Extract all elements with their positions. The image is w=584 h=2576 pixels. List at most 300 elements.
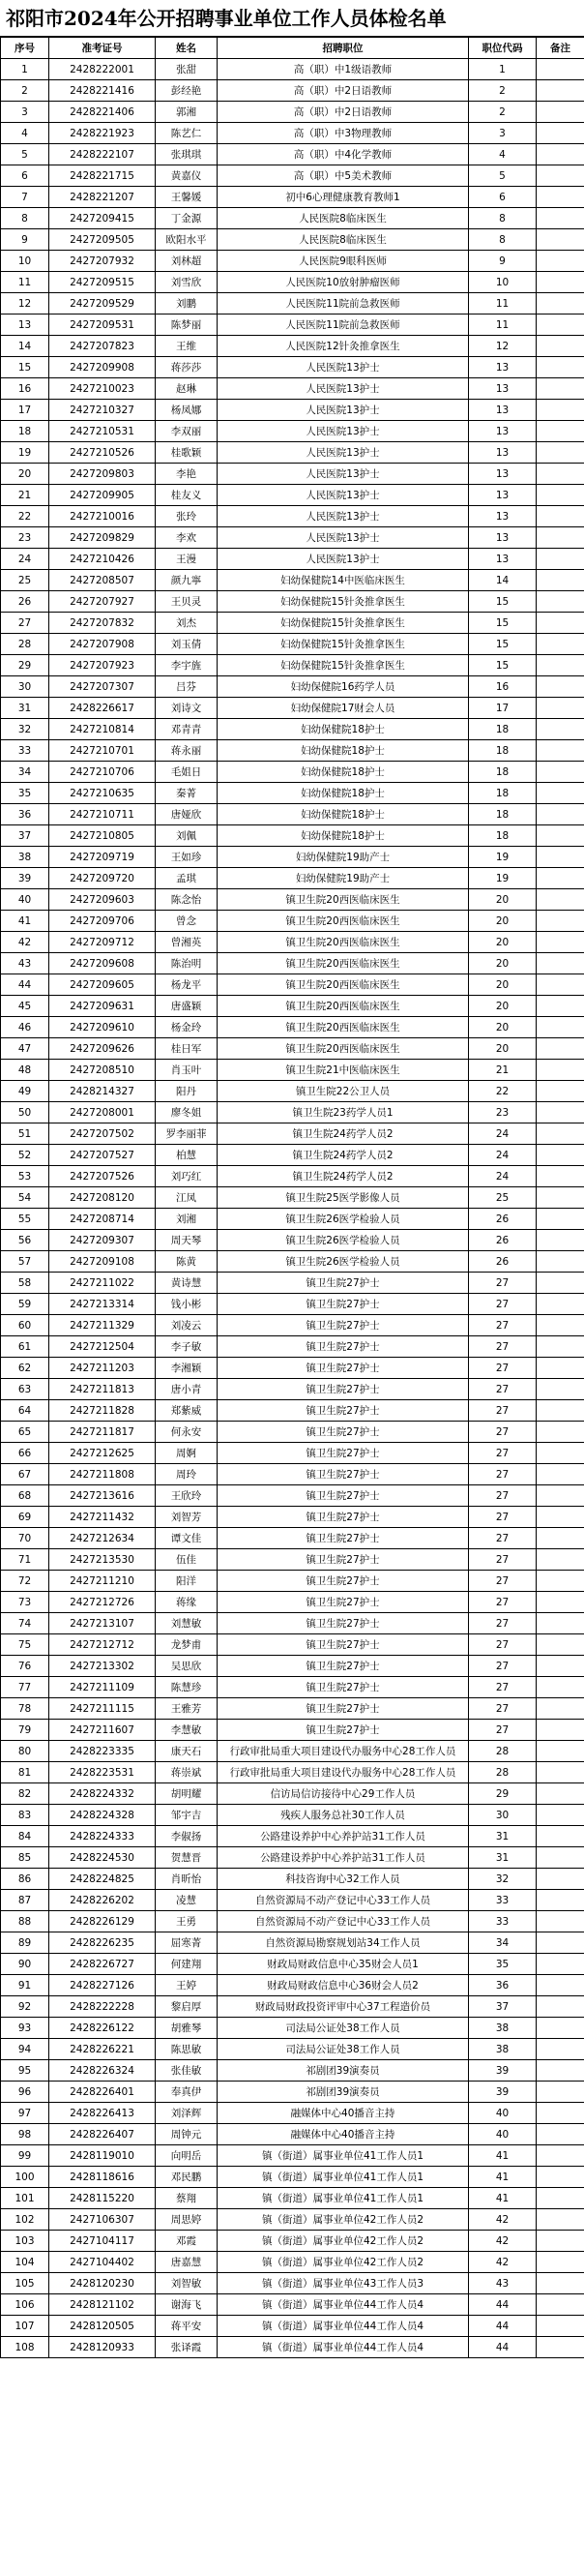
table-row xyxy=(1,1060,584,1081)
cell-position-code: 13 xyxy=(469,378,537,400)
table-row xyxy=(1,165,584,187)
table-row xyxy=(1,272,584,293)
table-row xyxy=(1,123,584,144)
cell-index: 31 xyxy=(1,698,49,719)
cell-position: 镇卫生院27护士 xyxy=(218,1528,469,1549)
cell-remarks xyxy=(537,1358,584,1379)
cell-remarks xyxy=(537,1273,584,1294)
cell-exam-id: 2428226202 xyxy=(49,1890,156,1911)
cell-name: 桂歌颖 xyxy=(156,442,218,464)
cell-remarks xyxy=(537,485,584,506)
table-row xyxy=(1,932,584,953)
cell-position: 融媒体中心40播音主持 xyxy=(218,2124,469,2145)
table-row xyxy=(1,698,584,719)
cell-position: 镇卫生院27护士 xyxy=(218,1273,469,1294)
cell-position-code: 33 xyxy=(469,1911,537,1932)
table-row xyxy=(1,1273,584,1294)
cell-index: 8 xyxy=(1,208,49,229)
cell-name: 张玲 xyxy=(156,506,218,527)
table-row xyxy=(1,2252,584,2273)
cell-position: 镇卫生院20西医临床医生 xyxy=(218,932,469,953)
table-row xyxy=(1,1592,584,1613)
cell-index: 94 xyxy=(1,2039,49,2060)
cell-position: 人民医院13护士 xyxy=(218,400,469,421)
cell-name: 罗李丽菲 xyxy=(156,1123,218,1145)
cell-remarks xyxy=(537,2103,584,2124)
cell-name: 李湘颖 xyxy=(156,1358,218,1379)
cell-name: 王勇 xyxy=(156,1911,218,1932)
cell-remarks xyxy=(537,442,584,464)
cell-index: 42 xyxy=(1,932,49,953)
table-row xyxy=(1,1038,584,1060)
cell-name: 桂日军 xyxy=(156,1038,218,1060)
cell-position: 人民医院13护士 xyxy=(218,549,469,570)
cell-name: 刘巧红 xyxy=(156,1166,218,1187)
cell-index: 13 xyxy=(1,315,49,336)
cell-exam-id: 2427210706 xyxy=(49,762,156,783)
cell-position-code: 37 xyxy=(469,1996,537,2018)
cell-exam-id: 2428226407 xyxy=(49,2124,156,2145)
cell-name: 李宇旌 xyxy=(156,655,218,676)
table-row xyxy=(1,911,584,932)
cell-name: 唐娅欣 xyxy=(156,804,218,825)
cell-remarks xyxy=(537,1613,584,1634)
page-title: 祁阳市2024年公开招聘事业单位工作人员体检名单 xyxy=(0,0,584,37)
cell-remarks xyxy=(537,421,584,442)
cell-position: 妇幼保健院18护士 xyxy=(218,719,469,740)
table-row xyxy=(1,1187,584,1209)
cell-position: 妇幼保健院18护士 xyxy=(218,825,469,847)
cell-index: 30 xyxy=(1,676,49,698)
cell-name: 江凤 xyxy=(156,1187,218,1209)
cell-position: 镇卫生院20西医临床医生 xyxy=(218,889,469,911)
cell-index: 47 xyxy=(1,1038,49,1060)
table-row xyxy=(1,719,584,740)
cell-position-code: 32 xyxy=(469,1869,537,1890)
table-row xyxy=(1,59,584,80)
cell-position-code: 13 xyxy=(469,442,537,464)
cell-name: 刘诗文 xyxy=(156,698,218,719)
cell-position: 镇卫生院20西医临床医生 xyxy=(218,1017,469,1038)
cell-position: 人民医院13护士 xyxy=(218,442,469,464)
cell-index: 62 xyxy=(1,1358,49,1379)
cell-remarks xyxy=(537,1336,584,1358)
cell-position: 祁剧团39演奏员 xyxy=(218,2082,469,2103)
table-row xyxy=(1,570,584,591)
cell-exam-id: 2427210701 xyxy=(49,740,156,762)
cell-exam-id: 2428224825 xyxy=(49,1869,156,1890)
cell-index: 6 xyxy=(1,165,49,187)
cell-remarks xyxy=(537,1592,584,1613)
cell-exam-id: 2427210023 xyxy=(49,378,156,400)
cell-exam-id: 2427213530 xyxy=(49,1549,156,1571)
cell-name: 陈治明 xyxy=(156,953,218,974)
cell-name: 刘慧敏 xyxy=(156,1613,218,1634)
cell-position-code: 27 xyxy=(469,1720,537,1741)
cell-exam-id: 2427209307 xyxy=(49,1230,156,1251)
cell-index: 87 xyxy=(1,1890,49,1911)
cell-exam-id: 2427211115 xyxy=(49,1698,156,1720)
cell-position: 信访局信访接待中心29工作人员 xyxy=(218,1783,469,1805)
cell-name: 向明岳 xyxy=(156,2145,218,2167)
cell-position-code: 31 xyxy=(469,1826,537,1847)
cell-name: 周玲 xyxy=(156,1464,218,1485)
cell-remarks xyxy=(537,549,584,570)
cell-remarks xyxy=(537,378,584,400)
cell-position: 镇卫生院22公卫人员 xyxy=(218,1081,469,1102)
cell-position: 镇卫生院27护士 xyxy=(218,1336,469,1358)
cell-position-code: 27 xyxy=(469,1315,537,1336)
table-row xyxy=(1,996,584,1017)
cell-position: 妇幼保健院18护士 xyxy=(218,804,469,825)
cell-position: 司法局公证处38工作人员 xyxy=(218,2018,469,2039)
cell-exam-id: 2428227126 xyxy=(49,1975,156,1996)
cell-name: 蔡翔 xyxy=(156,2188,218,2209)
cell-index: 2 xyxy=(1,80,49,102)
cell-position-code: 24 xyxy=(469,1123,537,1145)
cell-index: 11 xyxy=(1,272,49,293)
cell-exam-id: 2427104402 xyxy=(49,2252,156,2273)
table-row xyxy=(1,1762,584,1783)
cell-position: 司法局公证处38工作人员 xyxy=(218,2039,469,2060)
cell-name: 周天琴 xyxy=(156,1230,218,1251)
cell-exam-id: 2427212712 xyxy=(49,1634,156,1656)
cell-position-code: 20 xyxy=(469,996,537,1017)
cell-name: 李艳 xyxy=(156,464,218,485)
table-row xyxy=(1,1954,584,1975)
cell-index: 22 xyxy=(1,506,49,527)
cell-position-code: 27 xyxy=(469,1571,537,1592)
cell-position: 行政审批局重大项目建设代办服务中心28工作人员 xyxy=(218,1762,469,1783)
table-row xyxy=(1,336,584,357)
cell-exam-id: 2427207502 xyxy=(49,1123,156,1145)
cell-index: 81 xyxy=(1,1762,49,1783)
table-row xyxy=(1,1869,584,1890)
cell-remarks xyxy=(537,1102,584,1123)
cell-remarks xyxy=(537,1485,584,1507)
cell-remarks xyxy=(537,996,584,1017)
cell-exam-id: 2427106307 xyxy=(49,2209,156,2231)
table-row xyxy=(1,1294,584,1315)
cell-remarks xyxy=(537,825,584,847)
cell-exam-id: 2427207832 xyxy=(49,613,156,634)
cell-exam-id: 2427208510 xyxy=(49,1060,156,1081)
header-exam-id: 准考证号 xyxy=(49,38,156,59)
cell-name: 王维 xyxy=(156,336,218,357)
table-row xyxy=(1,1549,584,1571)
cell-index: 28 xyxy=(1,634,49,655)
table-row xyxy=(1,1741,584,1762)
cell-remarks xyxy=(537,1443,584,1464)
cell-position-code: 41 xyxy=(469,2188,537,2209)
table-body xyxy=(1,59,584,2358)
cell-remarks xyxy=(537,762,584,783)
cell-exam-id: 2427211808 xyxy=(49,1464,156,1485)
cell-position-code: 27 xyxy=(469,1656,537,1677)
cell-name: 王贝灵 xyxy=(156,591,218,613)
cell-name: 丁金源 xyxy=(156,208,218,229)
cell-remarks xyxy=(537,1911,584,1932)
cell-name: 蒋平安 xyxy=(156,2316,218,2337)
cell-name: 刘杰 xyxy=(156,613,218,634)
cell-position-code: 13 xyxy=(469,421,537,442)
cell-exam-id: 2428221416 xyxy=(49,80,156,102)
cell-position: 人民医院12针灸推拿医生 xyxy=(218,336,469,357)
cell-remarks xyxy=(537,527,584,549)
cell-name: 周钟元 xyxy=(156,2124,218,2145)
cell-remarks xyxy=(537,2018,584,2039)
cell-name: 郭湘 xyxy=(156,102,218,123)
table-row xyxy=(1,1911,584,1932)
cell-position: 人民医院13护士 xyxy=(218,378,469,400)
cell-index: 69 xyxy=(1,1507,49,1528)
cell-index: 5 xyxy=(1,144,49,165)
cell-remarks xyxy=(537,144,584,165)
cell-position-code: 5 xyxy=(469,165,537,187)
cell-position-code: 18 xyxy=(469,804,537,825)
cell-position: 人民医院13护士 xyxy=(218,506,469,527)
cell-position: 财政局财政信息中心36财会人员2 xyxy=(218,1975,469,1996)
table-row xyxy=(1,1485,584,1507)
cell-index: 52 xyxy=(1,1145,49,1166)
cell-index: 45 xyxy=(1,996,49,1017)
cell-exam-id: 2427209905 xyxy=(49,485,156,506)
cell-remarks xyxy=(537,591,584,613)
table-row xyxy=(1,1698,584,1720)
table-row xyxy=(1,1166,584,1187)
cell-position-code: 12 xyxy=(469,336,537,357)
cell-name: 郑紫威 xyxy=(156,1400,218,1422)
cell-exam-id: 2428224332 xyxy=(49,1783,156,1805)
cell-index: 35 xyxy=(1,783,49,804)
cell-index: 77 xyxy=(1,1677,49,1698)
table-row xyxy=(1,783,584,804)
table-row xyxy=(1,1336,584,1358)
cell-exam-id: 2428224333 xyxy=(49,1826,156,1847)
cell-name: 杨金玲 xyxy=(156,1017,218,1038)
cell-remarks xyxy=(537,1996,584,2018)
cell-position: 镇卫生院26医学检验人员 xyxy=(218,1251,469,1273)
cell-remarks xyxy=(537,1847,584,1869)
cell-name: 吴思欣 xyxy=(156,1656,218,1677)
table-row xyxy=(1,1443,584,1464)
cell-remarks xyxy=(537,1464,584,1485)
cell-index: 106 xyxy=(1,2294,49,2316)
cell-index: 99 xyxy=(1,2145,49,2167)
cell-remarks xyxy=(537,1741,584,1762)
table-row xyxy=(1,2060,584,2082)
cell-exam-id: 2427207307 xyxy=(49,676,156,698)
cell-exam-id: 2427104117 xyxy=(49,2231,156,2252)
cell-remarks xyxy=(537,634,584,655)
cell-exam-id: 2427208120 xyxy=(49,1187,156,1209)
cell-index: 92 xyxy=(1,1996,49,2018)
cell-index: 72 xyxy=(1,1571,49,1592)
table-row xyxy=(1,80,584,102)
cell-exam-id: 2427212634 xyxy=(49,1528,156,1549)
cell-position-code: 44 xyxy=(469,2337,537,2358)
table-row xyxy=(1,655,584,676)
cell-exam-id: 2428222001 xyxy=(49,59,156,80)
cell-position-code: 27 xyxy=(469,1485,537,1507)
table-row xyxy=(1,1464,584,1485)
cell-position: 镇（街道）属事业单位43工作人员3 xyxy=(218,2273,469,2294)
cell-position: 镇卫生院27护士 xyxy=(218,1485,469,1507)
cell-remarks xyxy=(537,953,584,974)
cell-index: 44 xyxy=(1,974,49,996)
cell-exam-id: 2427207527 xyxy=(49,1145,156,1166)
cell-position-code: 15 xyxy=(469,613,537,634)
table-header xyxy=(1,38,584,59)
cell-name: 蒋崇斌 xyxy=(156,1762,218,1783)
cell-remarks xyxy=(537,1422,584,1443)
cell-index: 86 xyxy=(1,1869,49,1890)
cell-position: 镇卫生院27护士 xyxy=(218,1464,469,1485)
cell-exam-id: 2427209829 xyxy=(49,527,156,549)
cell-index: 3 xyxy=(1,102,49,123)
cell-position: 镇卫生院20西医临床医生 xyxy=(218,996,469,1017)
cell-position: 镇卫生院27护士 xyxy=(218,1571,469,1592)
cell-exam-id: 2428221715 xyxy=(49,165,156,187)
cell-position-code: 26 xyxy=(469,1230,537,1251)
cell-position: 高（职）中1级语教师 xyxy=(218,59,469,80)
cell-position-code: 20 xyxy=(469,1038,537,1060)
cell-exam-id: 2427211329 xyxy=(49,1315,156,1336)
table-row xyxy=(1,1528,584,1549)
cell-position-code: 18 xyxy=(469,719,537,740)
cell-index: 66 xyxy=(1,1443,49,1464)
cell-name: 奉真伊 xyxy=(156,2082,218,2103)
cell-position: 镇卫生院20西医临床医生 xyxy=(218,911,469,932)
cell-index: 10 xyxy=(1,251,49,272)
cell-remarks xyxy=(537,1507,584,1528)
cell-name: 陈艺仁 xyxy=(156,123,218,144)
cell-remarks xyxy=(537,889,584,911)
cell-position-code: 13 xyxy=(469,506,537,527)
cell-position: 妇幼保健院15针灸推拿医生 xyxy=(218,634,469,655)
cell-exam-id: 2428221406 xyxy=(49,102,156,123)
cell-exam-id: 2427209603 xyxy=(49,889,156,911)
cell-remarks xyxy=(537,187,584,208)
cell-exam-id: 2427210711 xyxy=(49,804,156,825)
cell-position-code: 44 xyxy=(469,2294,537,2316)
table-row xyxy=(1,2316,584,2337)
cell-remarks xyxy=(537,1528,584,1549)
cell-position: 镇卫生院27护士 xyxy=(218,1422,469,1443)
cell-exam-id: 2428223531 xyxy=(49,1762,156,1783)
cell-position: 镇卫生院27护士 xyxy=(218,1656,469,1677)
cell-exam-id: 2428224328 xyxy=(49,1805,156,1826)
cell-name: 刘玉倩 xyxy=(156,634,218,655)
cell-position-code: 23 xyxy=(469,1102,537,1123)
cell-position-code: 43 xyxy=(469,2273,537,2294)
cell-index: 25 xyxy=(1,570,49,591)
cell-position: 镇（街道）属事业单位42工作人员2 xyxy=(218,2252,469,2273)
cell-position-code: 15 xyxy=(469,591,537,613)
cell-position: 妇幼保健院14中医临床医生 xyxy=(218,570,469,591)
cell-exam-id: 2427210327 xyxy=(49,400,156,421)
cell-remarks xyxy=(537,251,584,272)
cell-name: 李欢 xyxy=(156,527,218,549)
cell-index: 1 xyxy=(1,59,49,80)
cell-position-code: 42 xyxy=(469,2231,537,2252)
cell-position: 公路建设养护中心养护站31工作人员 xyxy=(218,1847,469,1869)
cell-position: 人民医院8临床医生 xyxy=(218,208,469,229)
cell-position-code: 20 xyxy=(469,974,537,996)
cell-remarks xyxy=(537,1932,584,1954)
cell-index: 19 xyxy=(1,442,49,464)
cell-position-code: 28 xyxy=(469,1762,537,1783)
cell-remarks xyxy=(537,80,584,102)
cell-exam-id: 2428226324 xyxy=(49,2060,156,2082)
table-row xyxy=(1,421,584,442)
cell-remarks xyxy=(537,2273,584,2294)
cell-position-code: 38 xyxy=(469,2039,537,2060)
cell-position-code: 8 xyxy=(469,229,537,251)
cell-name: 王婷 xyxy=(156,1975,218,1996)
cell-remarks xyxy=(537,123,584,144)
cell-exam-id: 2428226221 xyxy=(49,2039,156,2060)
cell-index: 98 xyxy=(1,2124,49,2145)
cell-exam-id: 2427207927 xyxy=(49,591,156,613)
cell-remarks xyxy=(537,2082,584,2103)
cell-name: 何永安 xyxy=(156,1422,218,1443)
cell-exam-id: 2427213302 xyxy=(49,1656,156,1677)
table-row xyxy=(1,2188,584,2209)
cell-position-code: 2 xyxy=(469,102,537,123)
cell-exam-id: 2428115220 xyxy=(49,2188,156,2209)
cell-position: 妇幼保健院15针灸推拿医生 xyxy=(218,613,469,634)
table-row xyxy=(1,464,584,485)
cell-position-code: 27 xyxy=(469,1677,537,1698)
cell-position-code: 18 xyxy=(469,740,537,762)
cell-position-code: 41 xyxy=(469,2145,537,2167)
table-row xyxy=(1,1783,584,1805)
cell-exam-id: 2427211210 xyxy=(49,1571,156,1592)
cell-remarks xyxy=(537,2231,584,2252)
cell-name: 刘佩 xyxy=(156,825,218,847)
cell-name: 王馨媛 xyxy=(156,187,218,208)
header-name: 姓名 xyxy=(156,38,218,59)
cell-name: 李双丽 xyxy=(156,421,218,442)
cell-position-code: 18 xyxy=(469,783,537,804)
cell-name: 张译霞 xyxy=(156,2337,218,2358)
cell-name: 刘雪欣 xyxy=(156,272,218,293)
table-row xyxy=(1,187,584,208)
cell-exam-id: 2428222107 xyxy=(49,144,156,165)
cell-position: 高（职）中2日语教师 xyxy=(218,80,469,102)
cell-position-code: 27 xyxy=(469,1443,537,1464)
cell-name: 王雅芳 xyxy=(156,1698,218,1720)
cell-exam-id: 2427208714 xyxy=(49,1209,156,1230)
cell-position: 行政审批局重大项目建设代办服务中心28工作人员 xyxy=(218,1741,469,1762)
cell-remarks xyxy=(537,974,584,996)
cell-name: 陈梦丽 xyxy=(156,315,218,336)
cell-position-code: 20 xyxy=(469,953,537,974)
cell-position-code: 20 xyxy=(469,889,537,911)
cell-exam-id: 2427211828 xyxy=(49,1400,156,1422)
table-row xyxy=(1,2294,584,2316)
cell-index: 12 xyxy=(1,293,49,315)
table-row xyxy=(1,506,584,527)
cell-index: 93 xyxy=(1,2018,49,2039)
cell-exam-id: 2427209720 xyxy=(49,868,156,889)
cell-index: 32 xyxy=(1,719,49,740)
cell-exam-id: 2427207823 xyxy=(49,336,156,357)
cell-remarks xyxy=(537,315,584,336)
cell-name: 刘凌云 xyxy=(156,1315,218,1336)
cell-position: 镇卫生院21中医临床医生 xyxy=(218,1060,469,1081)
